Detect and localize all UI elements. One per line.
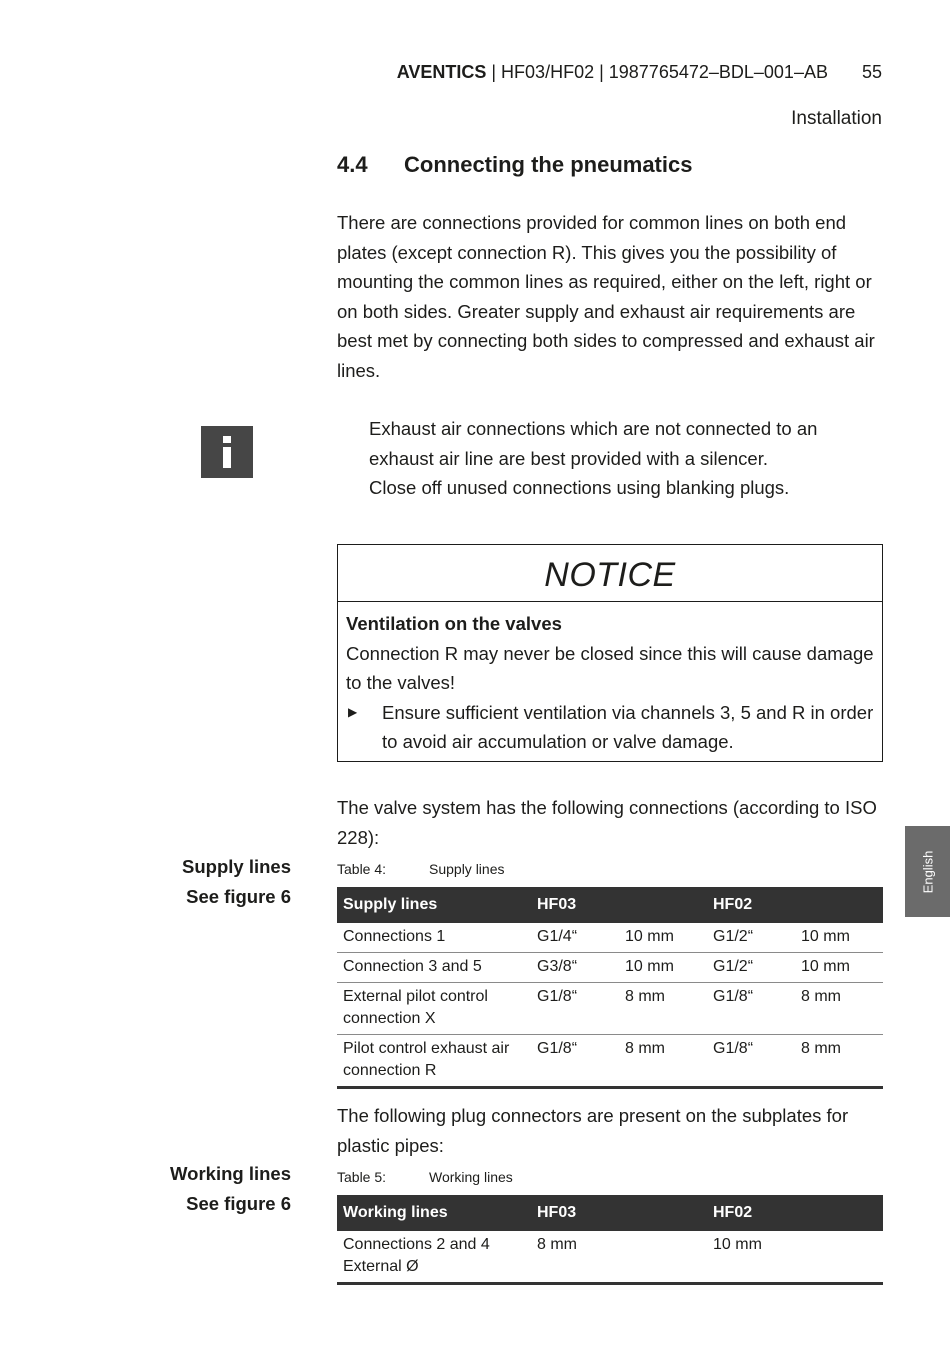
language-tab-label: English (920, 850, 935, 893)
table-cell: G3/8“ (531, 953, 619, 983)
table-cell: 8 mm (619, 983, 707, 1035)
table-cell: Pilot control exhaust air connection R (337, 1035, 531, 1088)
margin-label-working (170, 1159, 291, 1218)
table-cell: G1/2“ (707, 923, 795, 953)
notice-subtitle: Ventilation on the valves (346, 613, 562, 634)
table-cell: G1/8“ (707, 1035, 795, 1088)
table-row (337, 923, 883, 953)
info-note-line: Exhaust air connections which are not connected to an exhaust air line are best provided with a silencer. (369, 418, 818, 469)
table-header-row (337, 1195, 883, 1231)
working-lines-table (337, 1195, 883, 1285)
caption-title: Supply lines (429, 861, 505, 877)
notice-body (338, 602, 882, 757)
supply-lines-table (337, 887, 883, 1089)
table-header-cell: HF02 (707, 1195, 883, 1231)
section-heading (337, 152, 692, 178)
table-header-cell (619, 887, 707, 923)
heading-number: 4.4 (337, 152, 368, 177)
table-header-cell: Working lines (337, 1195, 531, 1231)
intro-paragraph: There are connections provided for common lines on both end plates (except connection R). This gives you the possibility of mounting the common lines as required, either on the left, right or on both sides. Greater supply and exhaust air requirements are best met by connecting both sides to compressed and exhaust air lines. (337, 212, 875, 381)
info-note-line: Close off unused connections using blanking plugs. (369, 477, 790, 498)
notice-bullet-text: Ensure sufficient ventilation via channels 3, 5 and R in order to avoid air accumulation or valve damage. (382, 701, 874, 752)
document-reference: | HF03/HF02 | 1987765472–BDL–001–AB (486, 62, 828, 82)
table-cell: External pilot control connection X (337, 983, 531, 1035)
margin-label-supply (182, 852, 291, 911)
table-cell: Connection 3 and 5 (337, 953, 531, 983)
table-cell: Connections 1 (337, 923, 531, 953)
notice-bullet (346, 698, 874, 757)
table-cell: Connections 2 and 4 External Ø (337, 1231, 531, 1284)
table-cell: G1/8“ (531, 983, 619, 1035)
table-cell: 8 mm (795, 1035, 883, 1088)
table-header-cell: HF03 (531, 887, 619, 923)
page-header (397, 62, 882, 83)
section-label: Installation (791, 108, 882, 129)
table-row (337, 1231, 883, 1284)
margin-label-line: Working lines (170, 1163, 291, 1184)
supply-lead-paragraph: The valve system has the following connections (according to ISO 228): (337, 797, 877, 848)
info-note (369, 414, 885, 503)
table-cell: 10 mm (795, 923, 883, 953)
margin-label-line: Supply lines (182, 856, 291, 877)
table5-caption (337, 1169, 513, 1185)
page-number: 55 (861, 62, 882, 82)
table-row (337, 953, 883, 983)
table-cell: 10 mm (795, 953, 883, 983)
working-lead-paragraph: The following plug connectors are present on the subplates for plastic pipes: (337, 1105, 849, 1156)
table-row (337, 1035, 883, 1088)
table4-caption (337, 861, 505, 877)
bullet-triangle-icon: ▶ (348, 704, 358, 719)
notice-box (337, 544, 883, 762)
table-cell: 8 mm (795, 983, 883, 1035)
brand-name: AVENTICS (396, 62, 487, 82)
table-cell: 8 mm (619, 1035, 707, 1088)
margin-label-line: See figure 6 (186, 885, 291, 907)
table-cell: 10 mm (707, 1231, 883, 1284)
info-icon-dot (223, 436, 231, 443)
table-cell: G1/2“ (707, 953, 795, 983)
notice-text: Connection R may never be closed since this will cause damage to the valves! (346, 642, 874, 693)
notice-title: NOTICE (338, 545, 882, 602)
table-header-cell: HF03 (531, 1195, 707, 1231)
table-cell: 8 mm (531, 1231, 707, 1284)
margin-label-line: See figure 6 (186, 1192, 291, 1214)
table-cell: 10 mm (619, 923, 707, 953)
info-icon (201, 426, 253, 478)
caption-number: Table 4: (337, 861, 387, 877)
heading-title: Connecting the pneumatics (404, 152, 693, 177)
table-cell: G1/4“ (531, 923, 619, 953)
table-cell: G1/8“ (707, 983, 795, 1035)
table-cell: G1/8“ (531, 1035, 619, 1088)
caption-title: Working lines (429, 1169, 513, 1185)
caption-number: Table 5: (337, 1169, 387, 1185)
table-header-cell (795, 887, 883, 923)
language-tab (905, 826, 950, 917)
table-cell: 10 mm (619, 953, 707, 983)
table-header-row (337, 887, 883, 923)
table-header-cell: HF02 (707, 887, 795, 923)
table-header-cell: Supply lines (337, 887, 531, 923)
table-row (337, 983, 883, 1035)
info-icon-stem (223, 447, 231, 468)
